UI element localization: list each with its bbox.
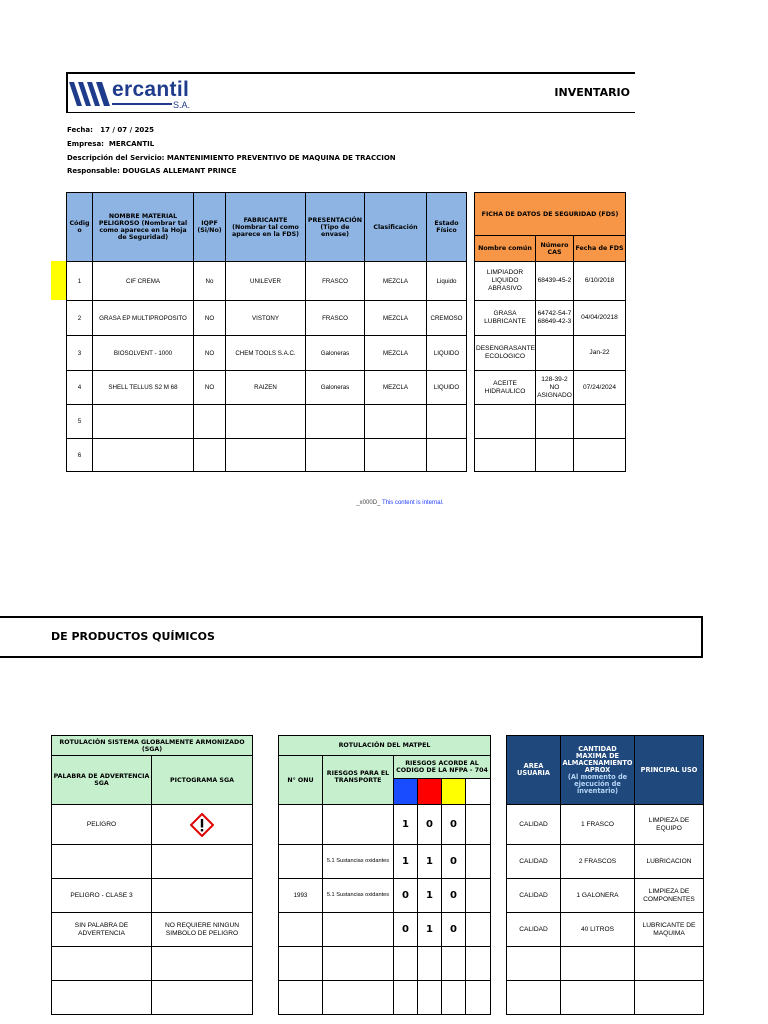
cell-nfpa-health [394, 947, 418, 981]
cell-nombre-comun [475, 405, 536, 439]
cell-nfpa-reactivity: 0 [442, 913, 466, 947]
logo-text: ercantil [112, 78, 190, 101]
cell-presentacion: FRASCO [306, 262, 365, 301]
header-cantidad-maxima-note: (Al momento de ejecución de inventario) [567, 772, 628, 795]
cell-area [507, 947, 561, 981]
cell-nfpa-flammability: 1 [418, 913, 442, 947]
table-row [52, 845, 253, 879]
cell-cas: 128-39-2 NO ASIGNADO [536, 371, 574, 405]
cell-codigo: 4 [67, 371, 93, 405]
table-row [52, 913, 253, 947]
cell-area: CALIDAD [507, 913, 561, 947]
internal-note-prefix: _x000D_ [356, 500, 381, 506]
header-bottom-rule [66, 112, 635, 113]
cell-clasificacion [365, 439, 427, 472]
cell-palabra [52, 981, 152, 1015]
cell-nombre-comun: ACEITE HIDRAULICO [475, 371, 536, 405]
cell-nombre: GRASA EP MULTIPROPOSITO [93, 301, 194, 336]
cell-nfpa-special [466, 805, 491, 845]
cell-pictograma [152, 981, 253, 1015]
table-row [279, 913, 491, 947]
header-onu: N° ONU [279, 756, 323, 805]
header-fabricante: FABRICANTE (Nombrar tal como aparece en la FDS) [226, 193, 306, 262]
cell-nombre-comun: DESENGRASANTE ECOLOGICO [475, 336, 536, 371]
internal-note [300, 500, 500, 506]
nfpa-flammability-swatch [418, 779, 442, 805]
cell-fabricante: VISTONY [226, 301, 306, 336]
cell-cantidad: 40 LITROS [561, 913, 635, 947]
responsable-label: Responsable: [67, 167, 120, 175]
table-row [475, 405, 626, 439]
matpel-title: ROTULACIÓN DEL MATPEL [279, 736, 491, 756]
cell-nfpa-health: 0 [394, 913, 418, 947]
inventory-table [66, 192, 467, 472]
cell-presentacion: Galoneras [306, 336, 365, 371]
cell-pictograma [152, 805, 253, 845]
cell-presentacion: FRASCO [306, 301, 365, 336]
cell-estado: Liquido [427, 262, 467, 301]
storage-table [506, 735, 704, 1015]
cell-nombre: BIOSOLVENT - 1000 [93, 336, 194, 371]
descripcion-line [67, 154, 396, 162]
cell-estado: LIQUIDO [427, 371, 467, 405]
cell-estado [427, 405, 467, 439]
cell-nfpa-flammability: 1 [418, 845, 442, 879]
header-fecha-fds: Fecha de FDS [574, 236, 626, 262]
table-row [279, 879, 491, 913]
cell-onu [279, 981, 323, 1015]
table-row [67, 405, 467, 439]
cell-uso: LIMPIEZA DE EQUIPO [635, 805, 704, 845]
cell-clasificacion: MEZCLA [365, 371, 427, 405]
cell-nfpa-reactivity [442, 947, 466, 981]
cell-palabra [52, 845, 152, 879]
cell-clasificacion [365, 405, 427, 439]
fecha-line [67, 126, 154, 134]
cell-nfpa-health: 1 [394, 845, 418, 879]
cell-onu [279, 805, 323, 845]
logo-mark-icon [68, 76, 112, 110]
responsable-line [67, 167, 236, 175]
cell-onu [279, 947, 323, 981]
cell-iqpf: NO [194, 371, 226, 405]
page-title: INVENTARIO [554, 86, 630, 99]
cell-transporte: 5.1 Sustancias oxidantes [323, 879, 394, 913]
cell-nombre: CIF CREMA [93, 262, 194, 301]
table-row [279, 845, 491, 879]
section2-right-rule [701, 616, 703, 658]
cell-clasificacion: MEZCLA [365, 301, 427, 336]
logo-underline [112, 103, 172, 105]
cell-codigo: 6 [67, 439, 93, 472]
cell-nfpa-special [466, 913, 491, 947]
nfpa-reactivity-swatch [442, 779, 466, 805]
cell-nfpa-reactivity: 0 [442, 845, 466, 879]
cell-fecha: 04/04/20218 [574, 301, 626, 336]
cell-nfpa-flammability: 0 [418, 805, 442, 845]
section2-top-rule [0, 616, 703, 618]
cell-cantidad [561, 947, 635, 981]
cell-nombre-comun: LIMPIADOR LIQUIDO ABRASIVO [475, 262, 536, 301]
cell-nfpa-special [466, 845, 491, 879]
cell-fecha: Jan-22 [574, 336, 626, 371]
sga-title: ROTULACIÓN SISTEMA GLOBALMENTE ARMONIZADO (SGA) [52, 736, 253, 756]
mercantil-logo [68, 76, 198, 112]
cell-nombre-comun: GRASA LUBRICANTE [475, 301, 536, 336]
table-row [52, 879, 253, 913]
table-row [507, 913, 704, 947]
cell-nfpa-flammability: 1 [418, 879, 442, 913]
table-row [67, 371, 467, 405]
cell-uso: LIMPIEZA DE COMPONENTES [635, 879, 704, 913]
nfpa-special-swatch [466, 779, 491, 805]
cell-fecha [574, 405, 626, 439]
cell-nombre [93, 405, 194, 439]
cell-cantidad: 1 GALONERA [561, 879, 635, 913]
cell-fecha: 6/10/2018 [574, 262, 626, 301]
cell-clasificacion: MEZCLA [365, 262, 427, 301]
cell-iqpf: NO [194, 301, 226, 336]
cell-presentacion [306, 439, 365, 472]
cell-transporte [323, 805, 394, 845]
cell-nombre [93, 439, 194, 472]
cell-estado [427, 439, 467, 472]
cell-uso: LUBRICANTE DE MAQUIMA [635, 913, 704, 947]
table-row [67, 301, 467, 336]
cell-cas [536, 405, 574, 439]
cell-area: CALIDAD [507, 879, 561, 913]
table-row [67, 262, 467, 301]
cell-cantidad: 2 FRASCOS [561, 845, 635, 879]
cell-onu [279, 845, 323, 879]
fecha-label: Fecha: [67, 126, 93, 134]
table-row [475, 439, 626, 472]
header-numero-cas: Número CAS [536, 236, 574, 262]
table-row [507, 845, 704, 879]
header-riesgos-transporte: RIESGOS PARA EL TRANSPORTE [323, 756, 394, 805]
cell-pictograma [152, 879, 253, 913]
cell-codigo: 3 [67, 336, 93, 371]
header-area-usuaria: AREA USUARIA [507, 736, 561, 805]
cell-onu [279, 913, 323, 947]
cell-codigo: 2 [67, 301, 93, 336]
cell-uso [635, 981, 704, 1015]
cell-presentacion [306, 405, 365, 439]
cell-iqpf: NO [194, 336, 226, 371]
cell-fabricante: RAIZEN [226, 371, 306, 405]
cell-fabricante [226, 439, 306, 472]
table-row [52, 805, 253, 845]
cell-nombre-comun [475, 439, 536, 472]
cell-nfpa-special [466, 981, 491, 1015]
table-row [507, 947, 704, 981]
cell-pictograma [152, 845, 253, 879]
matpel-table [278, 735, 491, 1015]
responsable-value: DOUGLAS ALLEMANT PRINCE [122, 167, 237, 175]
cell-uso [635, 947, 704, 981]
cell-fabricante: UNILEVER [226, 262, 306, 301]
descripcion-value: MANTENIMIENTO PREVENTIVO DE MAQUINA DE TRACCION [166, 154, 396, 162]
cell-codigo: 1 [67, 262, 93, 301]
cell-codigo: 5 [67, 405, 93, 439]
sga-table [51, 735, 253, 1015]
cell-cas [536, 336, 574, 371]
cell-area [507, 981, 561, 1015]
table-row [507, 981, 704, 1015]
header-top-rule [66, 72, 635, 74]
cell-pictograma: NO REQUIERE NINGUN SIMBOLO DE PELIGRO [152, 913, 253, 947]
table-row [475, 336, 626, 371]
nfpa-health-swatch [394, 779, 418, 805]
header-iqpf: IQPF (Si/No) [194, 193, 226, 262]
table-row [52, 947, 253, 981]
logo-suffix: S.A. [173, 100, 191, 110]
header-presentacion: PRESENTACIÓN (Tipo de envase) [306, 193, 365, 262]
selection-highlight [51, 261, 66, 300]
cell-cas: 68439-45-2 [536, 262, 574, 301]
cell-nfpa-health [394, 981, 418, 1015]
cell-pictograma [152, 947, 253, 981]
header-principal-uso: PRINCIPAL USO [635, 736, 704, 805]
cell-nfpa-health: 0 [394, 879, 418, 913]
header-nombre-comun: Nombre común [475, 236, 536, 262]
cell-nfpa-flammability [418, 981, 442, 1015]
cell-cantidad [561, 981, 635, 1015]
cell-estado: CREMOSO [427, 301, 467, 336]
cell-cas: 64742-54-7 68649-42-3 [536, 301, 574, 336]
fds-title: FICHA DE DATOS DE SEGURIDAD (FDS) [475, 193, 626, 236]
cell-iqpf [194, 439, 226, 472]
table-row [507, 805, 704, 845]
cell-nfpa-reactivity: 0 [442, 879, 466, 913]
cell-presentacion: Galoneras [306, 371, 365, 405]
cell-clasificacion: MEZCLA [365, 336, 427, 371]
table-row [475, 371, 626, 405]
header-estado-fisico: Estado Físico [427, 193, 467, 262]
cell-fabricante: CHEM TOOLS S.A.C. [226, 336, 306, 371]
cell-fecha: 07/24/2024 [574, 371, 626, 405]
cell-fecha [574, 439, 626, 472]
cell-nfpa-health: 1 [394, 805, 418, 845]
header-cantidad-maxima [561, 736, 635, 805]
table-row [67, 336, 467, 371]
cell-palabra: SIN PALABRA DE ADVERTENCIA [52, 913, 152, 947]
cell-nombre: SHELL TELLUS S2 M 68 [93, 371, 194, 405]
table-row [279, 947, 491, 981]
descripcion-label: Descripción del Servicio: [67, 154, 165, 162]
cell-nfpa-flammability [418, 947, 442, 981]
section2-title: DE PRODUCTOS QUÍMICOS [51, 630, 215, 643]
cell-uso: LUBRICACION [635, 845, 704, 879]
table-row [279, 981, 491, 1015]
empresa-value: MERCANTIL [108, 140, 155, 148]
header-pictograma: PICTOGRAMA SGA [152, 756, 253, 805]
cell-cas [536, 439, 574, 472]
header-clasificacion: Clasificación [365, 193, 427, 262]
cell-fabricante [226, 405, 306, 439]
table-row [279, 805, 491, 845]
empresa-label: Empresa: [67, 140, 104, 148]
cell-cantidad: 1 FRASCO [561, 805, 635, 845]
cell-transporte [323, 981, 394, 1015]
table-row [475, 301, 626, 336]
cell-nfpa-reactivity [442, 981, 466, 1015]
cell-area: CALIDAD [507, 805, 561, 845]
cell-nfpa-reactivity: 0 [442, 805, 466, 845]
cell-estado: LIQUIDO [427, 336, 467, 371]
cell-transporte [323, 913, 394, 947]
cell-iqpf: No [194, 262, 226, 301]
cell-nfpa-special [466, 879, 491, 913]
fds-table [474, 192, 626, 472]
cell-palabra: PELIGRO [52, 805, 152, 845]
empresa-line [67, 140, 154, 148]
table-row [475, 262, 626, 301]
cell-onu: 1993 [279, 879, 323, 913]
header-codigo: Códig o [67, 193, 93, 262]
table-row [507, 879, 704, 913]
header-riesgos-nfpa: RIESGOS ACORDE AL CODIGO DE LA NFPA - 704 [394, 756, 491, 779]
cell-palabra [52, 947, 152, 981]
cell-nfpa-special [466, 947, 491, 981]
exclamation-hazard-icon [190, 813, 214, 837]
cell-transporte [323, 947, 394, 981]
header-palabra-advertencia: PALABRA DE ADVERTENCIA SGA [52, 756, 152, 805]
table-row [67, 439, 467, 472]
cell-iqpf [194, 405, 226, 439]
header-cantidad-maxima-label: CANTIDAD MAXIMA DE ALMACENAMIENTO APROX [562, 744, 633, 774]
cell-palabra: PELIGRO - CLASE 3 [52, 879, 152, 913]
fecha-value: 17 / 07 / 2025 [100, 126, 155, 134]
header-nombre-material: NOMBRE MATERIAL PELIGROSO (Nombrar tal como aparece en la Hoja de Seguridad) [93, 193, 194, 262]
section2-bottom-rule [0, 656, 703, 658]
table-row [52, 981, 253, 1015]
cell-area: CALIDAD [507, 845, 561, 879]
cell-transporte: 5.1 Sustancias oxidantes [323, 845, 394, 879]
internal-note-text: This content is internal. [381, 500, 444, 506]
